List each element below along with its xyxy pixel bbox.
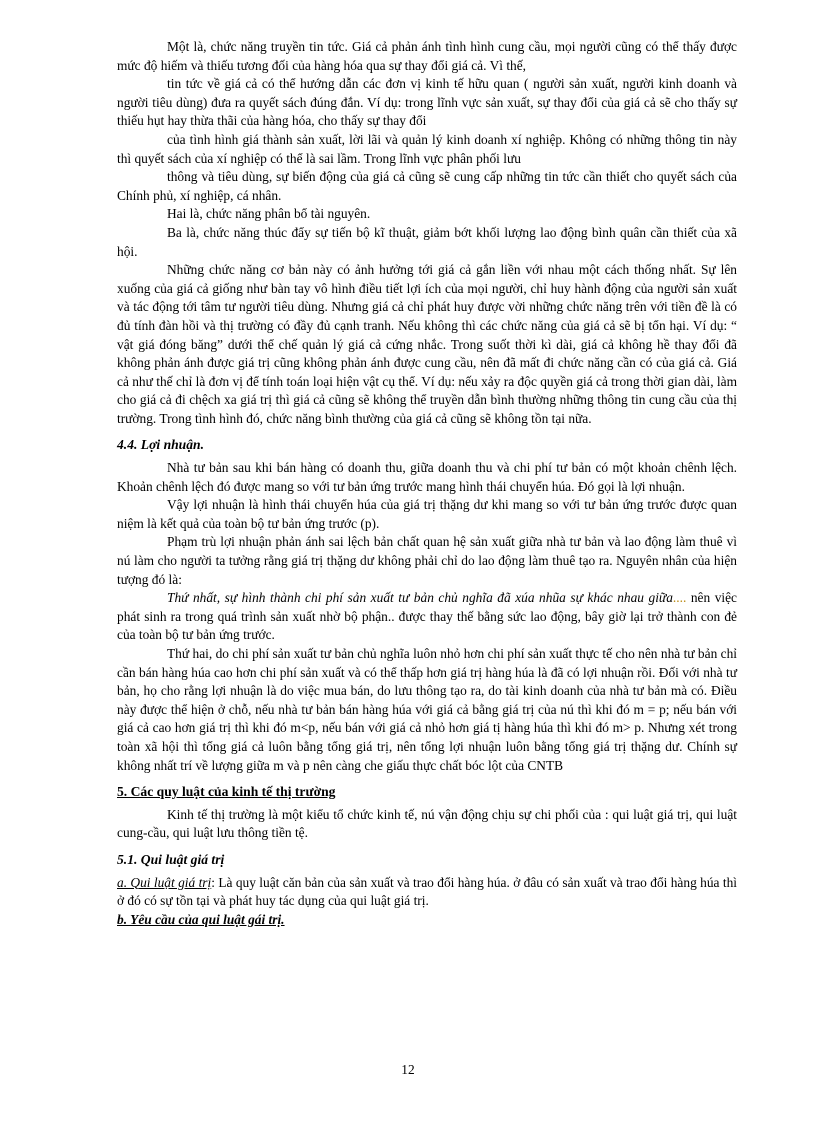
paragraph-second-reason: Thứ hai, do chi phí sản xuất tư bản chủ nghĩa luôn nhỏ hơn chi phí sản xuất thực tế cho nên nhà tư bản chỉ cần bán hàng húa cao hơn chi phí sản xuất và có thể thấp hơn giá trị hàng húa là đã có lợi nhuận rồi. Đối với nhà tư bản, họ cho rằng lợi nhuận là do việc mua bán, do lưu thông tạo ra, do tài kinh doanh của nhà tư bản mà có. Điều này được thể hiện ở chỗ, nếu nhà tư bản bán hàng húa với giá cả bằng giá trị của nú thì khi đó m = p; nếu bán với giá cả cao hơn giá trị thì khi đó m<p, nếu bán với giá cả nhỏ hơn giá tị hàng húa thì khi đó m> p. Nhưng xét trong toàn xã hội thì tổng giá cả luôn bằng tổng giá trị, nên tổng lợi nhuận luôn bằng tổng giá trị thặng dư. Chính sự không nhất trí về lượng giữa m và p nên càng che giấu thực chất bóc lột của CNTB [117,646,737,773]
law-of-value-text: : Là quy luật căn bản của sản xuất và trao đổi hàng húa. ở đâu có sản xuất và trao đổi hàng húa thì ở đó có sự tồn tại và phát huy tác dụng của qui luật giá trị. [117,874,737,909]
law-of-value-label: a. Qui luật giá trị [117,874,212,890]
heading-profit: 4.4. Lợi nhuận. [117,437,204,453]
paragraph-profit-form: Vậy lợi nhuận là hình thái chuyển húa của giá trị thặng dư khi mang so với tư bản ứng trước được quan niệm là kết quả của toàn bộ tư bản ứng trước (p). [117,497,737,531]
ellipsis-marker: .... [672,590,687,606]
document-page [117,38,737,929]
first-reason-text: Thứ nhất, sự hình thành chi phí sản xuất tư bản chủ nghĩa đã xúa nhũa sự khác nhau giữa [167,590,673,606]
paragraph-first-reason [117,589,737,645]
heading-law-of-value: 5.1. Qui luật giá trị [117,851,225,867]
paragraph-price-function-one: Một là, chức năng truyền tin tức. Giá cả phản ánh tình hình cung cầu, mọi người cũng có thể thấy được mức độ hiếm và thiếu tương đối của hàng hóa qua sự thay đổi giá cả. Vì thế, [117,39,737,73]
paragraph-price-cost: của tình hình giá thành sản xuất, lời lãi và quản lý kinh doanh xí nghiệp. Không có những thông tin này thì quyết sách của xí nghiệp có thể là sai lầm. Trong lĩnh vực phân phối lưu [117,131,737,166]
paragraph-price-distribution: thông và tiêu dùng, sự biến động của giá cả cũng sẽ cung cấp những tin tức cần thiết cho quyết sách của Chính phủ, xí nghiệp, cá nhân. [117,169,737,203]
paragraph-price-info: tin tức về giá cả có thể hướng dẫn các đơn vị kinh tế hữu quan ( người sản xuất, người kinh doanh và người tiêu dùng) đưa ra quyết sách đúng đắn. Ví dụ: trong lĩnh vực sản xuất, sự thay đổi của giá cả sẽ cho thấy sự thiếu hụt hay thừa thãi của hàng hóa, cho thấy sự thay đổi [117,76,737,129]
paragraph-price-functions-unified: Những chức năng cơ bản này có ảnh hưởng tới giá cả gắn liền với nhau một cách thống nhất. Sự lên xuống của giá cả giống như bàn tay vô hình điều tiết lợi ích của mọi người, chỉ huy hành động của người sản xuất và tác động tới tâm tư người tiêu dùng. Nhưng giá cả chỉ phát huy được vời những chức năng trên với tiền đề là có đủ tính đàn hồi và thị trường có đầy đủ cạnh tranh. Nếu không thì các chức năng của giá cả sẽ bị tổn hại. Ví dụ: “ vật giá đóng băng” dưới thể chế quản lý giá cả cứng nhắc. Trong suốt thời kì dài, giá cả không hề thay đổi đã không phản ánh được giá trị cũng không phản ánh được cung cầu, nên đã mất đi chức năng cần có của giá cả. Giá cả như thế chỉ là đơn vị để tính toán loại hiện vật cụ thể. Ví dụ: nếu xảy ra độc quyền giá cả trong thời gian dài, làm cho giá cả đi chệch xa giá trị thì giá cả cũng sẽ không thể truyền dẫn bình thường những thông tin cung cầu của thị trường. Trong tình hình đó, chức năng bình thường của giá cả cũng sẽ không tồn tại nữa. [117,262,737,426]
paragraph-law-of-value-definition [117,874,737,911]
page-number: 12 [401,1062,415,1077]
paragraph-market-economy: Kinh tế thị trường là một kiểu tổ chức kinh tế, nú vận động chịu sự chi phối của : qui luật giá trị, qui luật cung-cầu, qui luật lưu thông tiền tệ. [117,806,737,841]
paragraph-law-of-value-requirements: b. Yêu cầu của qui luật gái trị. [117,911,285,927]
heading-market-laws: 5. Các quy luật của kinh tế thị trường [117,784,336,800]
paragraph-profit-definition: Nhà tư bản sau khi bán hàng có doanh thu, giữa doanh thu và chi phí tư bản có một khoản chênh lệch. Khoản chênh lệch đó được mang so với tư bản ứng trước mang hình thái chuyển húa. Đó gọi là lợi nhuận. [117,460,737,494]
first-reason-tail: nên việc phát sinh ra trong quá trình sản xuất nhờ bộ phận.. được thay thế bằng sức lao động, bây giờ lại trở thành con đẻ của toàn bộ tư bản ứng trước. [117,590,737,643]
paragraph-price-function-three: Ba là, chức năng thúc đẩy sự tiến bộ kĩ thuật, giảm bớt khối lượng lao động bình quân cần thiết của xã hội. [117,224,737,259]
paragraph-profit-category: Phạm trù lợi nhuận phản ánh sai lệch bản chất quan hệ sản xuất giữa nhà tư bản và lao động làm thuê vì nú làm cho người ta tưởng rằng giá trị thặng dư không phải chỉ do lao động làm thuê tạo ra. Nguyên nhân của hiện tượng đó là: [117,534,737,587]
paragraph-price-function-two: Hai là, chức năng phân bổ tài nguyên. [167,206,371,222]
